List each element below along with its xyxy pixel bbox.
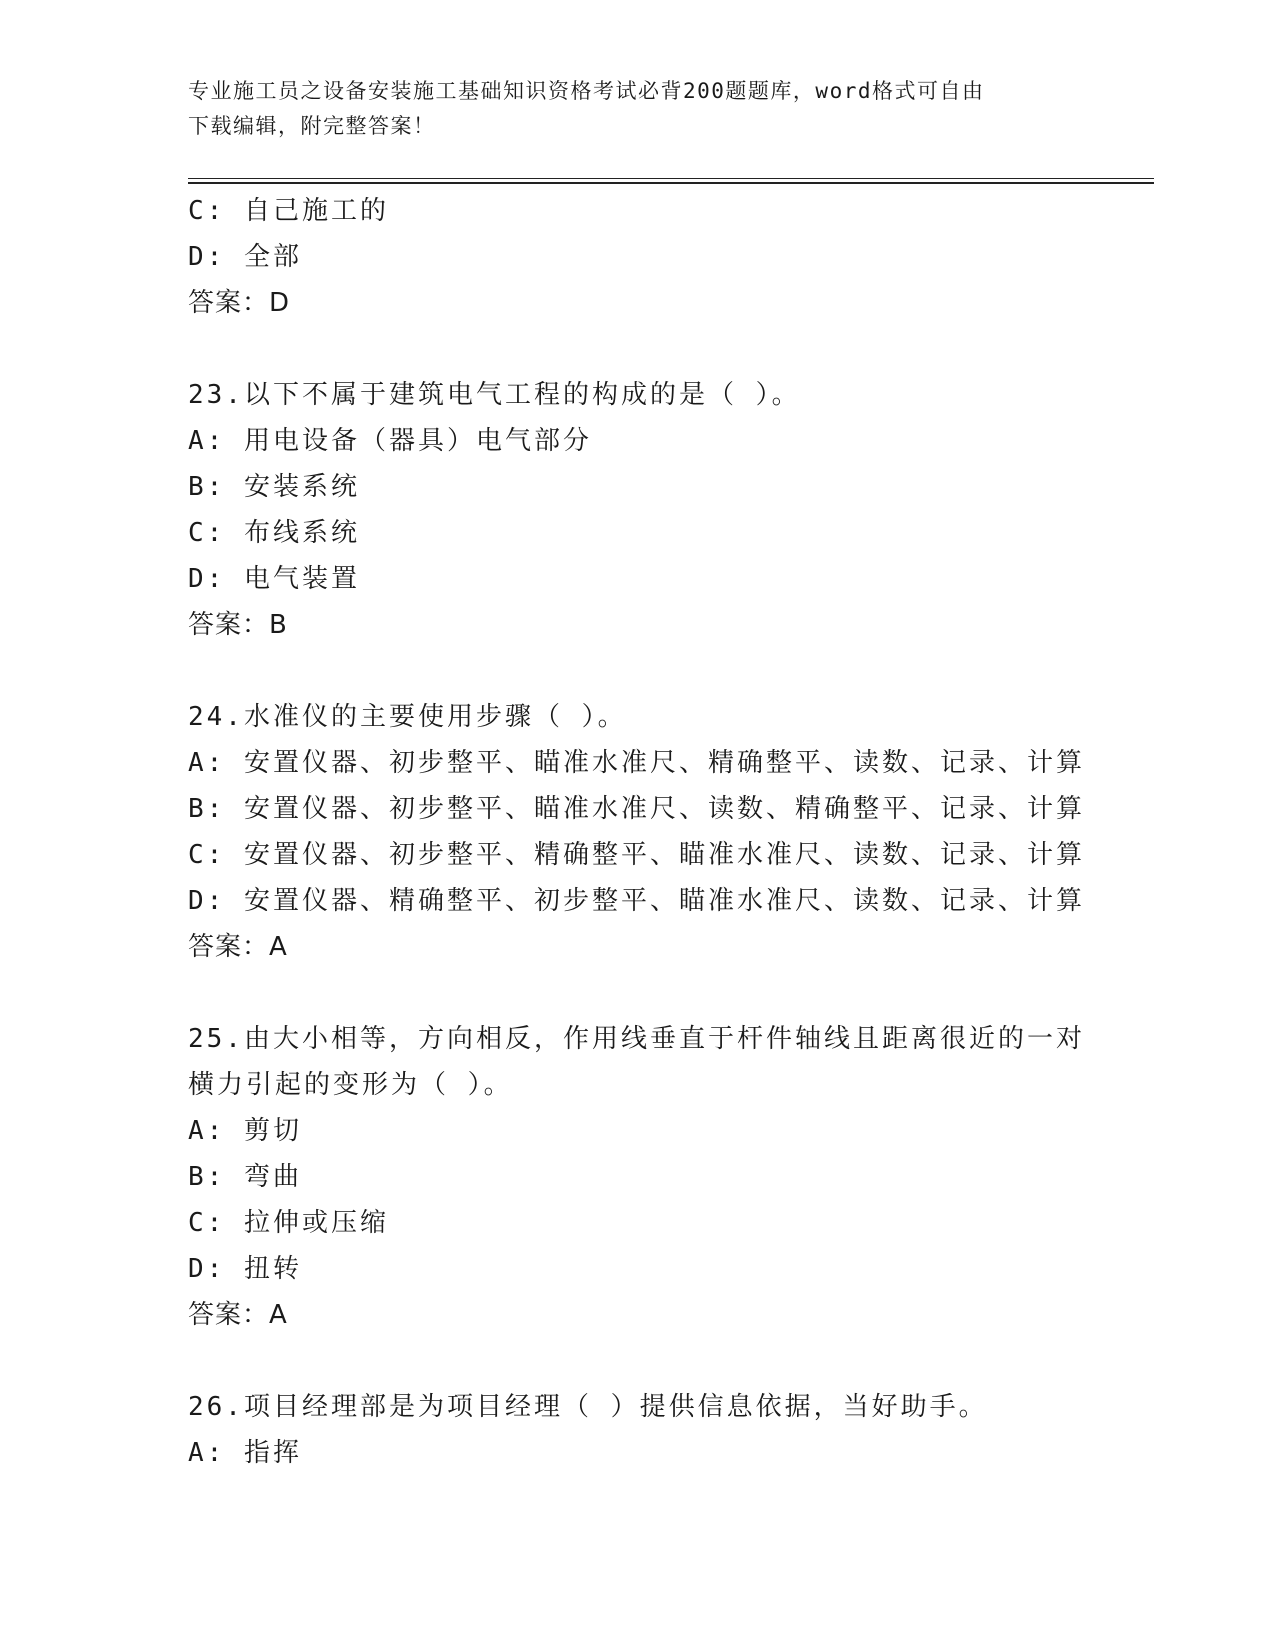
spacer [188,326,1088,372]
spacer [188,970,1088,1016]
question-list [188,188,1088,1476]
page-header [188,74,1088,144]
question-23 [188,372,1088,648]
option-c: C: 拉伸或压缩 [188,1208,389,1238]
question-stem-line-2: 横力引起的变形为（ ）。 [188,1070,513,1100]
header-title-line-2: 下载编辑，附完整答案！ [188,114,436,138]
option-d: D: 全部 [188,242,302,272]
option-d: D: 安置仪器、精确整平、初步整平、瞄准水准尺、读数、记录、计算 [188,886,1085,916]
option-c: C: 布线系统 [188,518,360,548]
option-c: C: 安置仪器、初步整平、精确整平、瞄准水准尺、读数、记录、计算 [188,840,1085,870]
option-b: B: 安置仪器、初步整平、瞄准水准尺、读数、精确整平、记录、计算 [188,794,1085,824]
option-c: C: 自己施工的 [188,196,389,226]
question-25 [188,1016,1088,1338]
question-stem: 24.水准仪的主要使用步骤（ ）。 [188,702,627,732]
prev-question-tail [188,188,1088,326]
question-stem-line-1: 25.由大小相等，方向相反，作用线垂直于杆件轴线且距离很近的一对 [188,1024,1085,1054]
option-b: B: 安装系统 [188,472,360,502]
header-divider-thin [188,178,1154,179]
question-26 [188,1384,1088,1476]
question-stem: 23.以下不属于建筑电气工程的构成的是（ ）。 [188,380,801,410]
option-d: D: 扭转 [188,1254,302,1284]
header-divider-thick [188,182,1154,184]
spacer [188,1338,1088,1384]
answer-line: 答案：A [188,932,288,962]
option-d: D: 电气装置 [188,564,360,594]
answer-line: 答案：B [188,610,288,640]
spacer [188,648,1088,694]
question-24 [188,694,1088,970]
header-title-line-1: 专业施工员之设备安装施工基础知识资格考试必背200题题库，word格式可自由 [188,79,985,103]
answer-line: 答案：D [188,288,291,318]
option-b: B: 弯曲 [188,1162,302,1192]
option-a: A: 指挥 [188,1438,302,1468]
question-stem: 26.项目经理部是为项目经理（ ）提供信息依据，当好助手。 [188,1392,988,1422]
option-a: A: 剪切 [188,1116,302,1146]
option-a: A: 用电设备（器具）电气部分 [188,426,592,456]
answer-line: 答案：A [188,1300,288,1330]
option-a: A: 安置仪器、初步整平、瞄准水准尺、精确整平、读数、记录、计算 [188,748,1085,778]
